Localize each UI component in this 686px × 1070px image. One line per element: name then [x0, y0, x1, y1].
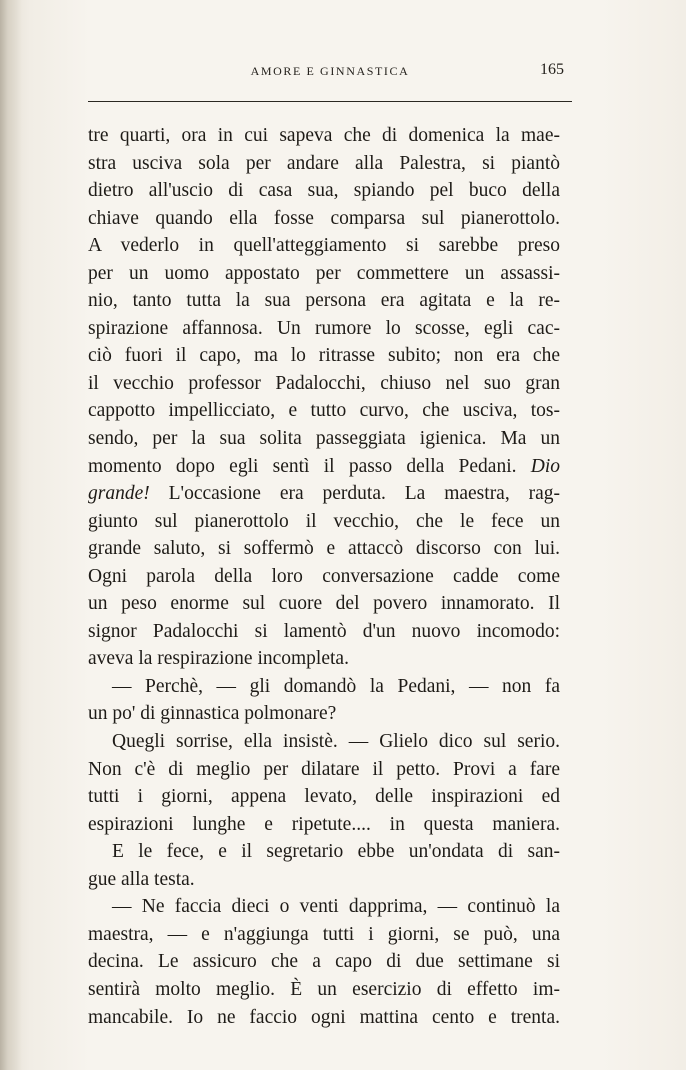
text-line: — Ne faccia dieci o venti dapprima, — continuò la	[112, 896, 560, 918]
text-line: decina. Le assicuro che a capo di due settimane si	[88, 951, 560, 973]
italic-text: Dio	[530, 455, 560, 477]
text-line: spirazione affannosa. Un rumore lo scosse, egli cac-	[88, 317, 560, 339]
text-line: sendo, per la sua solita passeggiata igienica. Ma un	[88, 428, 560, 450]
text-line: dietro all'uscio di casa sua, spiando pel buco della	[88, 180, 560, 202]
text-line: stra usciva sola per andare alla Palestra, si piantò	[88, 152, 560, 174]
text-line: sentirà molto meglio. È un esercizio di effetto im-	[88, 978, 560, 1000]
text-line: maestra, — e n'aggiunga tutti i giorni, se può, una	[88, 923, 560, 945]
page-binding-shadow	[0, 0, 22, 1070]
text-line: un peso enorme sul cuore del povero innamorato. Il	[88, 593, 560, 615]
text-line	[88, 480, 560, 508]
text-line: A vederlo in quell'atteggiamento si sarebbe preso	[88, 235, 560, 257]
text-fragment: L'occasione era perduta. La maestra, rag-	[149, 483, 560, 505]
text-line: mancabile. Io ne faccio ogni mattina cento e trenta.	[88, 1006, 560, 1028]
text-line: espirazioni lunghe e ripetute.... in questa maniera.	[88, 813, 560, 835]
text-line: nio, tanto tutta la sua persona era agitata e la re-	[88, 290, 560, 312]
text-line: signor Padalocchi si lamentò d'un nuovo incomodo:	[88, 620, 560, 642]
page-number: 165	[540, 61, 564, 78]
text-line: grande saluto, si soffermò e attaccò discorso con lui.	[88, 538, 560, 560]
text-fragment: momento dopo egli sentì il passo della Pedani.	[88, 455, 531, 477]
text-line: giunto sul pianerottolo il vecchio, che le fece un	[88, 510, 560, 532]
text-line: — Perchè, — gli domandò la Pedani, — non fa	[112, 675, 560, 697]
text-line: E le fece, e il segretario ebbe un'ondata di san-	[112, 841, 560, 863]
text-line: Ogni parola della loro conversazione cadde come	[88, 565, 560, 587]
running-head	[88, 60, 572, 90]
text-line: tre quarti, ora in cui sapeva che di domenica la mae-	[88, 125, 560, 146]
text-line: tutti i giorni, appena levato, delle inspirazioni ed	[88, 786, 560, 808]
running-title: AMORE E GINNASTICA	[250, 64, 410, 78]
text-line: Quegli sorrise, ella insistè. — Glielo dico sul serio.	[112, 731, 560, 753]
text-line: per un uomo appostato per commettere un assassi-	[88, 262, 560, 284]
text-line: gue alla testa.	[88, 868, 195, 890]
header-rule	[88, 101, 572, 102]
text-line: aveva la respirazione incompleta.	[88, 648, 349, 670]
text-line: il vecchio professor Padalocchi, chiuso nel suo gran	[88, 372, 560, 394]
text-line: cappotto impellicciato, e tutto curvo, che usciva, tos-	[88, 400, 560, 422]
italic-text: grande!	[88, 483, 150, 505]
text-line: ciò fuori il capo, ma lo ritrasse subito; non era che	[88, 345, 560, 367]
text-line	[88, 453, 560, 481]
text-line: Non c'è di meglio per dilatare il petto. Provi a fare	[88, 758, 560, 780]
text-line: chiave quando ella fosse comparsa sul pianerottolo.	[88, 207, 560, 229]
text-line: un po' di ginnastica polmonare?	[88, 703, 337, 725]
body-text	[88, 122, 560, 1031]
